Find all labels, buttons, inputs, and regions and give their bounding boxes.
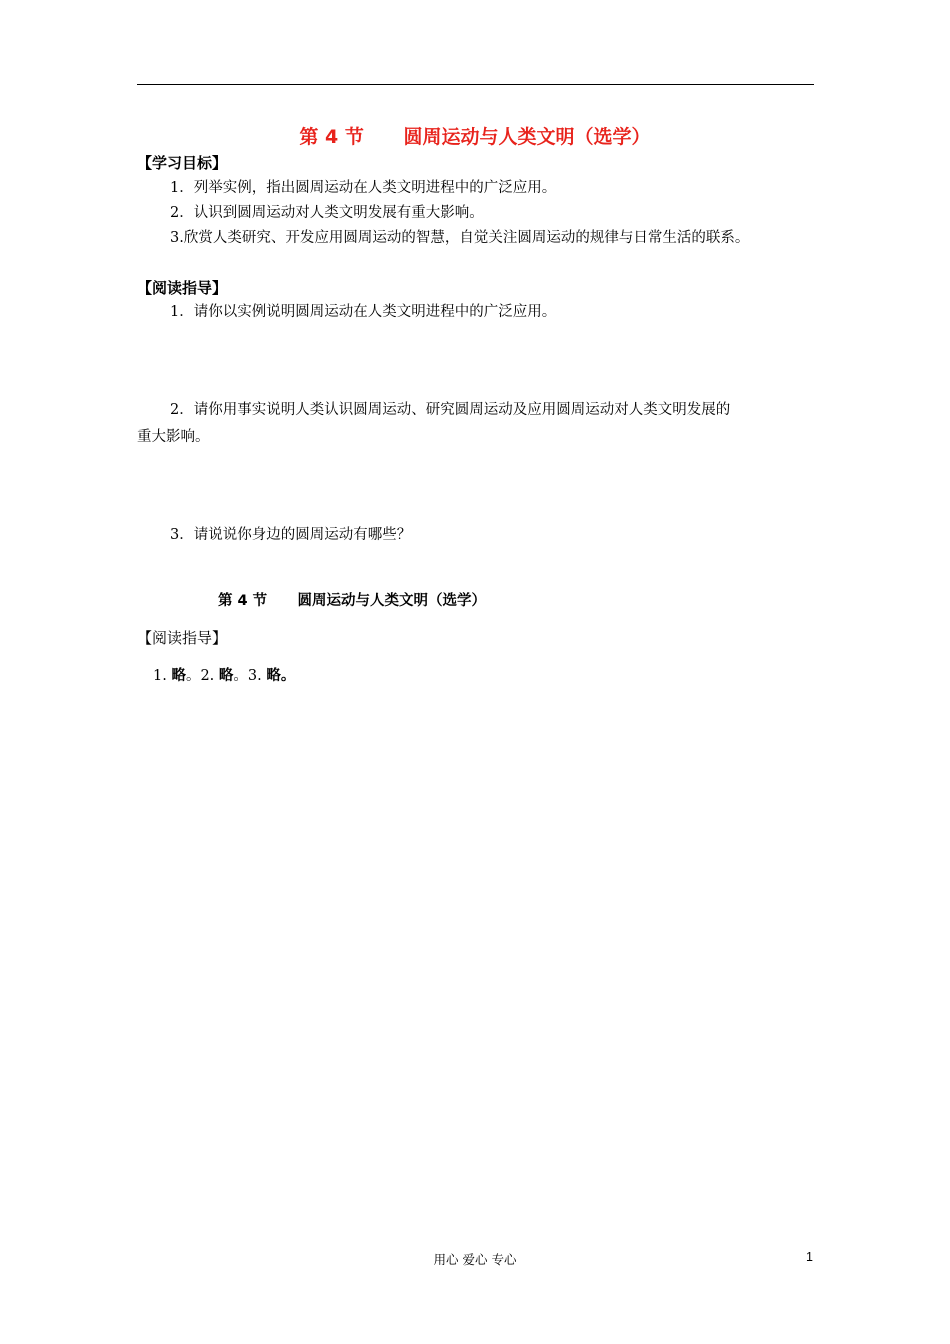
learning-goals-heading: 【学习目标】 [137,154,228,172]
reading-question-3: 3．请说说你身边的圆周运动有哪些？ [170,527,412,543]
answer-text: 略 [218,668,234,684]
reading-question-2: 2．请你用事实说明人类认识圆周运动、研究圆周运动及应用圆周运动对人类文明发展的 [170,402,731,418]
header-rule [137,84,814,85]
reading-guide-heading: 【阅读指导】 [137,279,228,297]
answer-line [153,664,295,685]
footer-motto: 用心 爱心 专心 [433,1252,517,1267]
goal-item: 1．列举实例，指出圆周运动在人类文明进程中的广泛应用。 [170,180,557,196]
answer-reading-guide-heading: 【阅读指导】 [137,629,228,647]
answer-number: 。2. [185,668,219,684]
answer-number: 1. [153,668,172,684]
page-number: 1 [806,1250,813,1264]
reading-question-2-continued: 重大影响。 [137,429,210,445]
goal-item: 2．认识到圆周运动对人类文明发展有重大影响。 [170,205,484,221]
answer-section-title: 第 4 节 圆周运动与人类文明（选学） [218,593,486,609]
goal-item: 3.欣赏人类研究、开发应用圆周运动的智慧，自觉关注圆周运动的规律与日常生活的联系。 [170,230,750,246]
answer-end-punct: 。 [280,668,296,684]
reading-question-1: 1．请你以实例说明圆周运动在人类文明进程中的广泛应用。 [170,304,557,320]
answer-text: 略 [171,668,186,684]
page-title: 第 4 节 圆周运动与人类文明（选学） [299,126,651,148]
answer-text: 略 [266,668,281,684]
answer-number: 。3. [233,668,267,684]
